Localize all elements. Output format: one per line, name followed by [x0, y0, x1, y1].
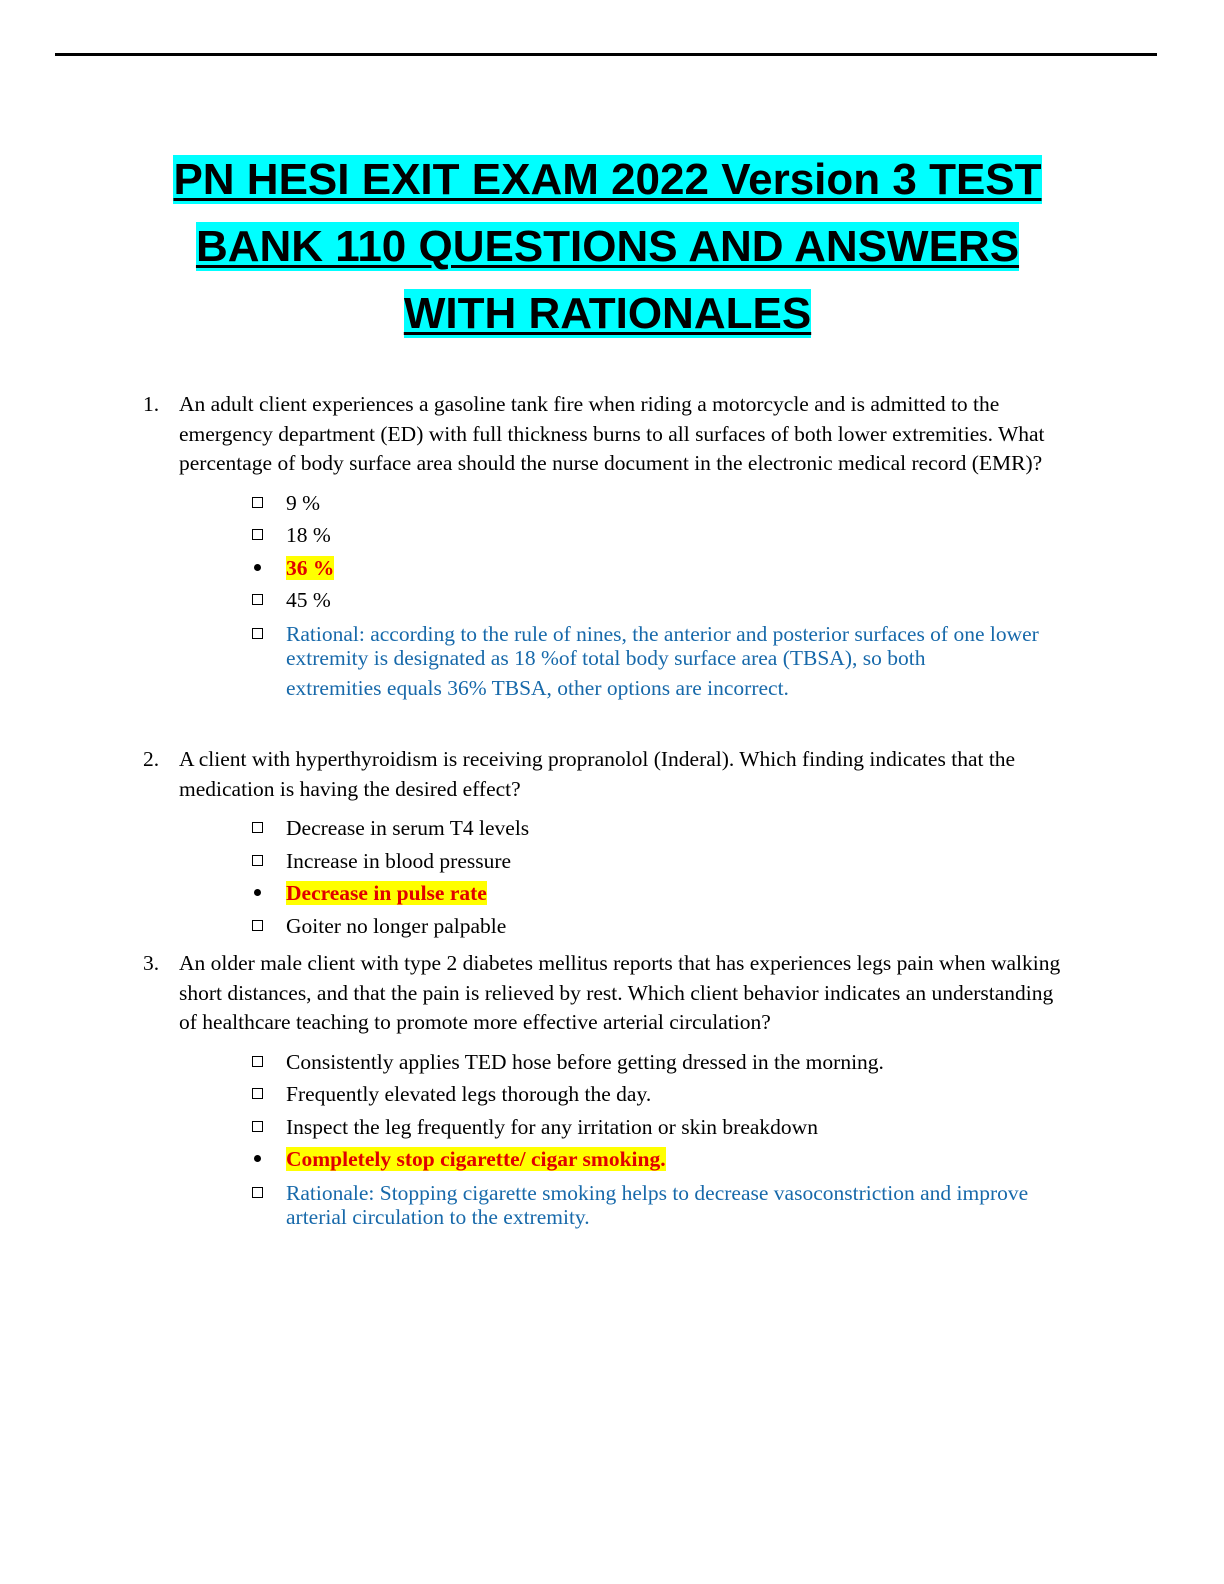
- title-line-3: WITH RATIONALES: [403, 289, 812, 338]
- rationale-text: Rationale: Stopping cigarette smoking helps to decrease vasoconstriction and improve arterial circulation to the extremity.: [286, 1180, 1029, 1229]
- option-item: [286, 1046, 1073, 1079]
- question-text: An adult client experiences a gasoline tank fire when riding a motorcycle and is admitted to the emergency department (ED) with full thickness burns to all surfaces of both lower extremities. What percentage of body surface area should the nurse document in the electronic medical record (EMR)?: [179, 392, 1045, 475]
- title-line-1: PN HESI EXIT EXAM 2022 Version 3 TEST: [173, 155, 1042, 204]
- question-number: 1.: [143, 392, 160, 416]
- correct-answer-label: 36 %: [286, 555, 335, 580]
- option-label: Inspect the leg frequently for any irritation or skin breakdown: [286, 1114, 818, 1139]
- checkbox-icon: [249, 1111, 265, 1144]
- header-rule: [55, 53, 1157, 56]
- rationale-text-continued: extremities equals 36% TBSA, other options are incorrect.: [286, 675, 789, 700]
- correct-option-item: [286, 1143, 1073, 1176]
- option-label: Decrease in serum T4 levels: [286, 816, 530, 840]
- option-label: Consistently applies TED hose before getting dressed in the morning.: [286, 1049, 884, 1074]
- bullet-icon: [249, 1143, 265, 1176]
- option-item: [286, 1111, 1073, 1144]
- question-1: [143, 390, 1073, 700]
- option-item: [286, 910, 1073, 943]
- checkbox-icon: [249, 845, 265, 878]
- checkbox-icon: [249, 487, 265, 520]
- checkbox-icon: [249, 1046, 265, 1079]
- option-label: Goiter no longer palpable: [286, 913, 507, 938]
- checkbox-icon: [249, 622, 265, 647]
- checkbox-icon: [249, 519, 265, 552]
- title-line-2: BANK 110 QUESTIONS AND ANSWERS: [195, 222, 1020, 271]
- correct-answer-label: Completely stop cigarette/ cigar smoking.: [286, 1147, 666, 1171]
- rationale-text: Rational: according to the rule of nines, the anterior and posterior surfaces of one lower extremity is designated as 18 %of total body surface area (TBSA), so both: [286, 621, 1039, 670]
- question-3: [143, 949, 1073, 1230]
- bullet-icon: [249, 877, 265, 910]
- document-title: [120, 146, 1095, 347]
- rationale-item: [286, 617, 1073, 701]
- checkbox-icon: [249, 910, 265, 943]
- option-item: [286, 487, 1073, 520]
- correct-answer-label: Decrease in pulse rate: [286, 881, 487, 905]
- question-text: An older male client with type 2 diabetes mellitus reports that has experiences legs pain when walking short distances, and that the pain is relieved by rest. Which client behavior indicates an understanding of healthcare teaching to promote more effective arterial circulation?: [179, 951, 1061, 1034]
- option-item: [286, 519, 1073, 552]
- option-item: [286, 584, 1073, 617]
- option-item: [286, 845, 1073, 878]
- checkbox-icon: [249, 1078, 265, 1111]
- option-label: 18 %: [286, 523, 331, 547]
- answer-options: [286, 812, 1073, 942]
- answer-options: [286, 487, 1073, 701]
- option-item: [286, 1078, 1073, 1111]
- option-label: 9 %: [286, 490, 321, 515]
- correct-option-item: [286, 877, 1073, 910]
- question-number: 2.: [143, 747, 160, 771]
- correct-option-item: [286, 552, 1073, 585]
- question-number: 3.: [143, 951, 160, 975]
- option-label: Frequently elevated legs thorough the day.: [286, 1082, 652, 1106]
- option-label: Increase in blood pressure: [286, 848, 512, 873]
- checkbox-icon: [249, 812, 265, 845]
- answer-options: [286, 1046, 1073, 1230]
- option-label: 45 %: [286, 588, 331, 612]
- rationale-item: [286, 1176, 1073, 1230]
- option-item: [286, 812, 1073, 845]
- checkbox-icon: [249, 1181, 265, 1206]
- bullet-icon: [249, 552, 265, 585]
- question-2: [143, 745, 1073, 942]
- checkbox-icon: [249, 584, 265, 617]
- question-text: A client with hyperthyroidism is receiving propranolol (Inderal). Which finding indicates that the medication is having the desired effect?: [179, 747, 1016, 801]
